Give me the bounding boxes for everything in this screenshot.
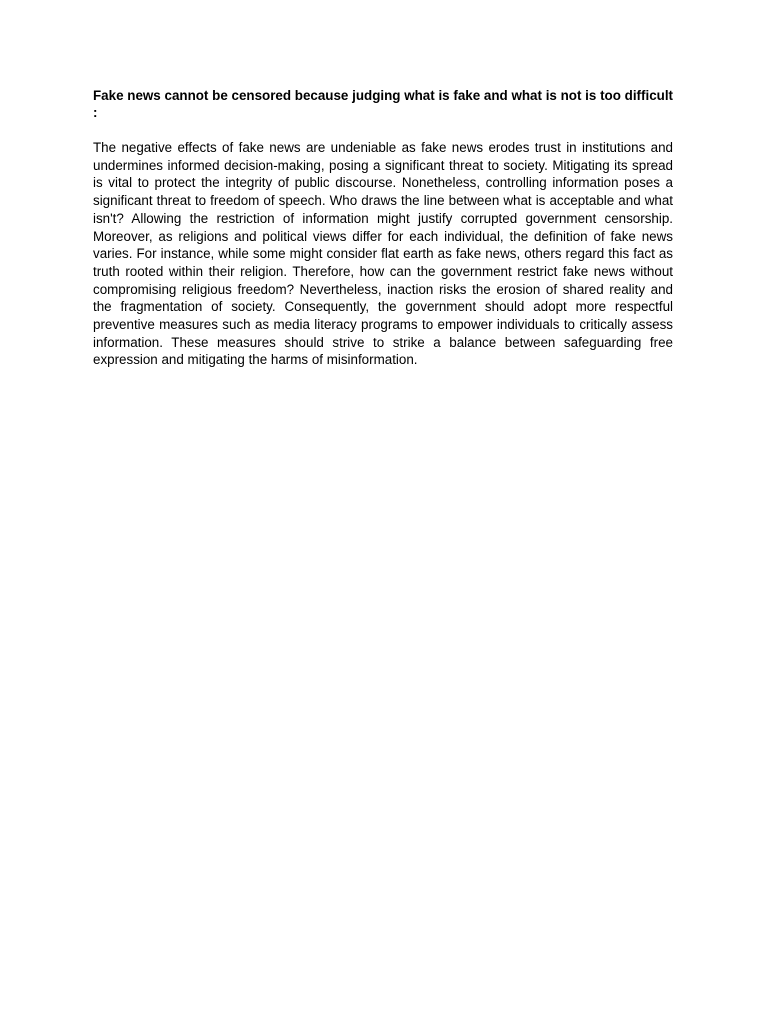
essay-heading: Fake news cannot be censored because judging what is fake and what is not is too difficult : xyxy=(93,88,673,120)
essay-paragraph: The negative effects of fake news are undeniable as fake news erodes trust in institutions and undermines informed decision-making, posing a significant threat to society. Mitigating its spread is vital to protect the integrity of public discourse. Nonetheless, controlling information poses a significant threat to freedom of speech. Who draws the line between what is acceptable and what isn't? Allowing the restriction of information might justify corrupted government censorship. Moreover, as religions and political views differ for each individual, the definition of fake news varies. For instance, while some might consider flat earth as fake news, others regard this fact as truth rooted within their religion. Therefore, how can the government restrict fake news without compromising religious freedom? Nevertheless, inaction risks the erosion of shared reality and the fragmentation of society. Consequently, the government should adopt more respectful preventive measures such as media literacy programs to empower individuals to critically assess information. These measures should strive to strike a balance between safeguarding free expression and mitigating the harms of misinformation. xyxy=(93,140,673,368)
document-content xyxy=(93,87,673,369)
